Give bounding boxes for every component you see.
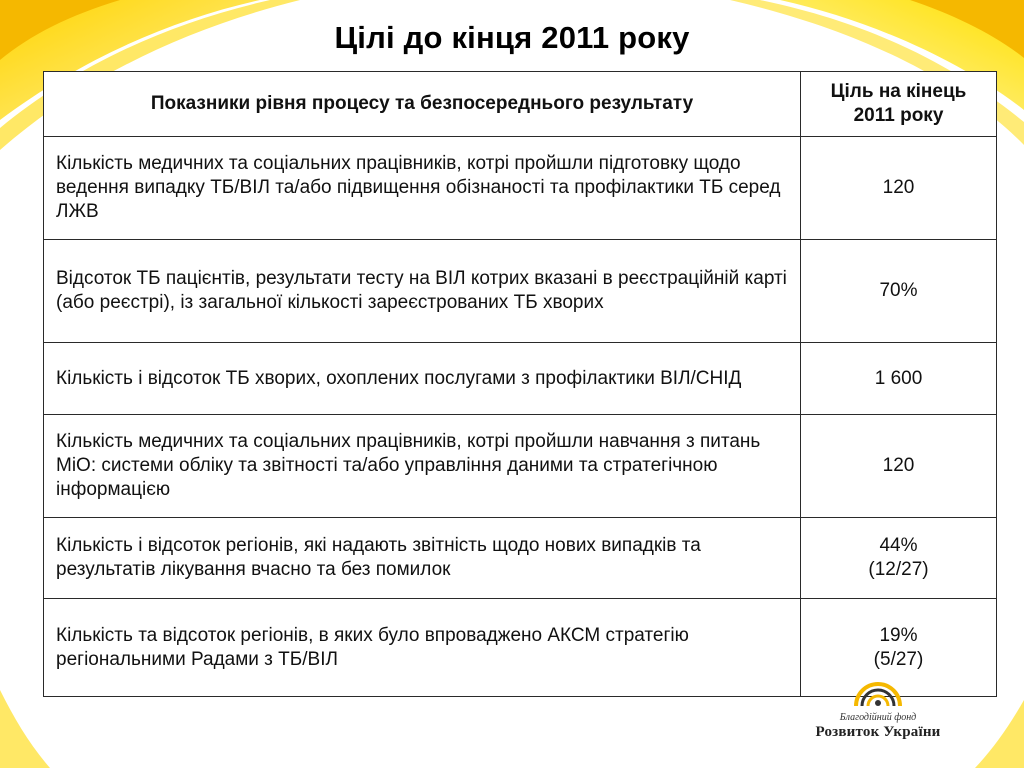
indicator-cell: Кількість медичних та соціальних працівників, котрі пройшли підготовку щодо ведення випадку ТБ/ВІЛ та/або підвищення обізнаності та профілактики ТБ серед ЛЖВ xyxy=(44,137,801,240)
target-cell: 1 600 xyxy=(801,343,997,415)
slide-title: Цілі до кінця 2011 року xyxy=(334,20,690,55)
header-indicators: Показники рівня процесу та безпосереднього результату xyxy=(44,72,801,137)
table-row xyxy=(44,343,997,415)
sunrise-arcs-logo-icon xyxy=(850,662,906,712)
logo-name: Розвиток України xyxy=(815,724,941,740)
header-target: Ціль на кінець 2011 року xyxy=(801,72,997,137)
target-cell: 120 xyxy=(801,415,997,518)
target-cell: 19% (5/27) xyxy=(801,599,997,697)
indicator-cell: Кількість та відсоток регіонів, в яких було впроваджено АКСМ стратегію регіональними Радами з ТБ/ВІЛ xyxy=(44,599,801,697)
goals-table xyxy=(43,71,997,697)
indicator-cell: Кількість і відсоток регіонів, які надають звітність щодо нових випадків та результатів лікування вчасно та без помилок xyxy=(44,518,801,599)
table-row xyxy=(44,137,997,240)
target-cell: 120 xyxy=(801,137,997,240)
target-cell: 70% xyxy=(801,240,997,343)
indicator-cell: Кількість медичних та соціальних працівників, котрі пройшли навчання з питань МіО: системи обліку та звітності та/або управління даними та стратегічною інформацією xyxy=(44,415,801,518)
table-row xyxy=(44,518,997,599)
logo-subtitle: Благодійний фонд xyxy=(839,712,917,723)
foundation-logo xyxy=(808,662,948,752)
table-header-row xyxy=(44,72,997,137)
target-cell: 44% (12/27) xyxy=(801,518,997,599)
table-row xyxy=(44,240,997,343)
indicator-cell: Відсоток ТБ пацієнтів, результати тесту на ВІЛ котрих вказані в реєстраційній карті (або реєстрі), із загальної кількості зареєстрованих ТБ хворих xyxy=(44,240,801,343)
indicator-cell: Кількість і відсоток ТБ хворих, охоплених послугами з профілактики ВІЛ/СНІД xyxy=(44,343,801,415)
table-row xyxy=(44,415,997,518)
